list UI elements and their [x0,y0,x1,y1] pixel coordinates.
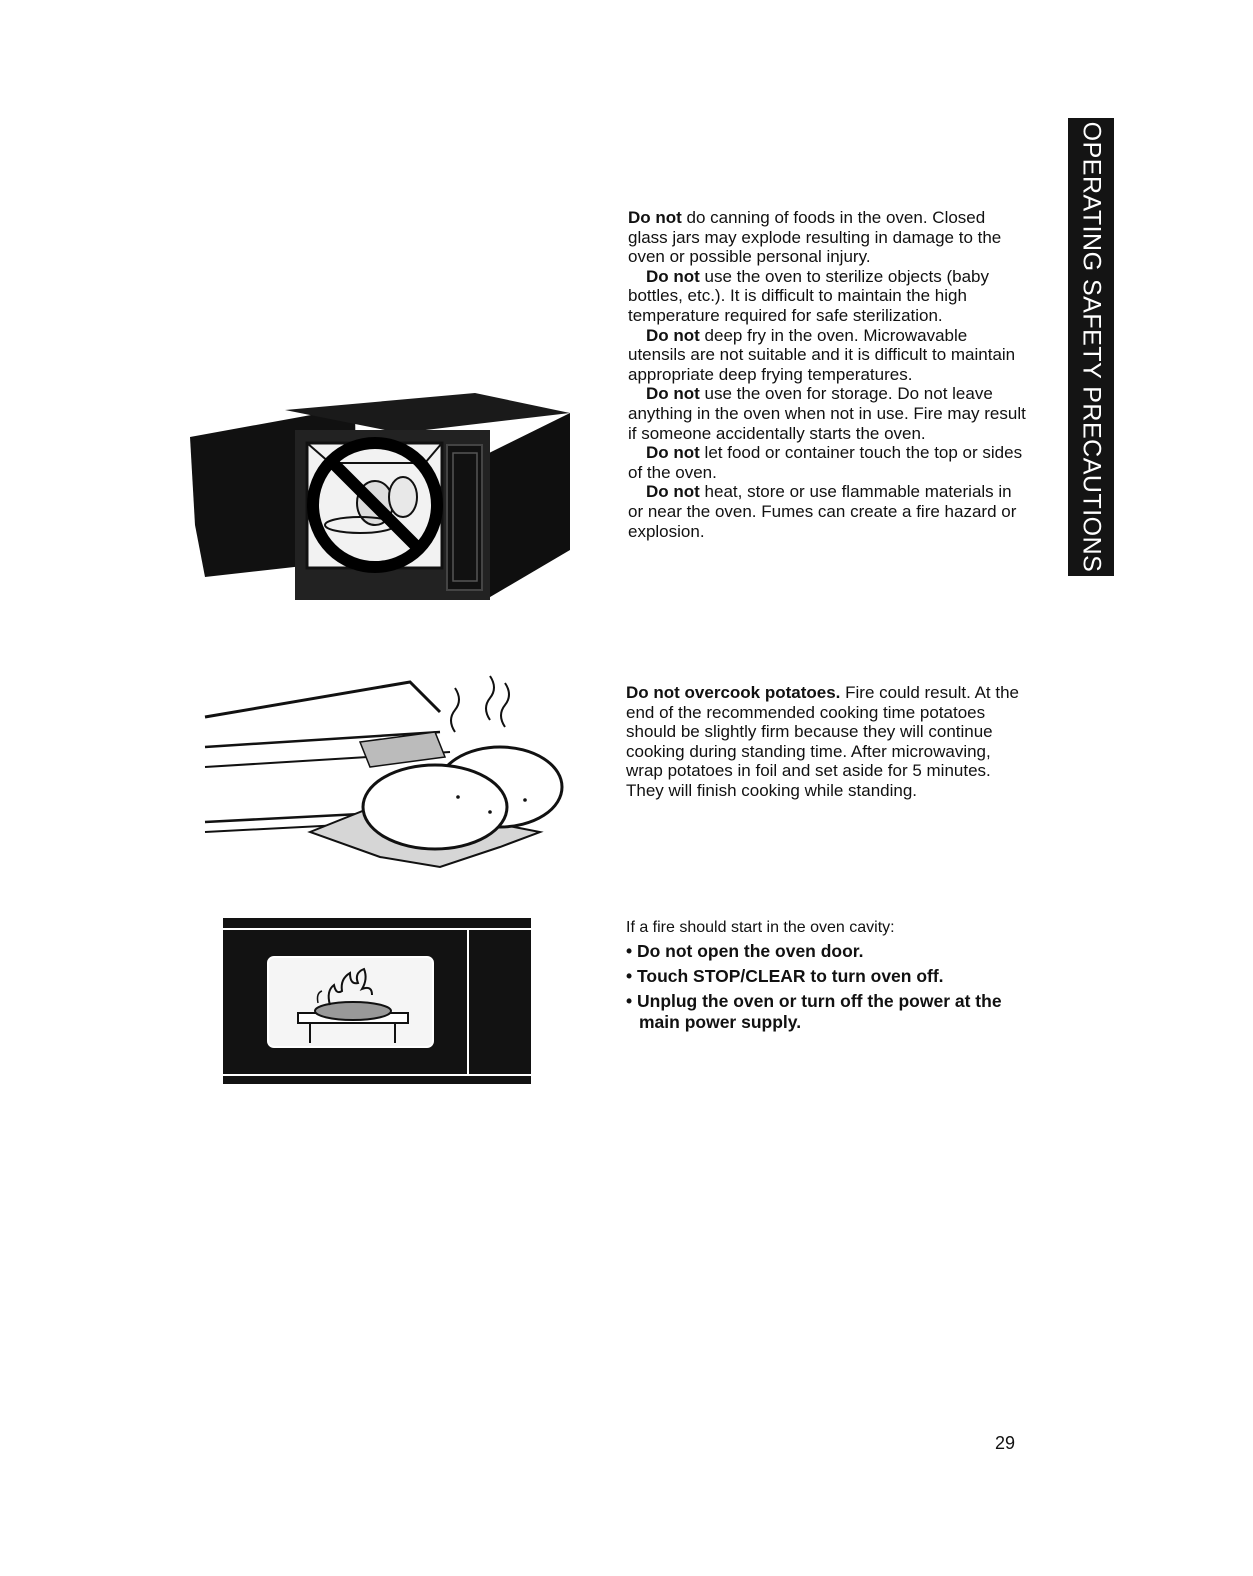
side-tab [1068,118,1114,576]
page-number: 29 [995,1433,1016,1453]
potatoes-illustration [200,672,570,887]
fire-steps-list [626,941,1026,1033]
side-tab-label: OPERATING SAFETY PRECAUTIONS [1077,121,1106,573]
paragraph: Do not use the oven for storage. Do not leave anything in the oven when not in use. Fire may result if someone accidentally starts the oven. [628,384,1026,443]
paragraph: Do not do canning of foods in the oven. Closed glass jars may explode resulting in damage to the oven or possible personal injury. [628,208,1002,267]
fire-intro: If a fire should start in the oven cavity: [626,919,895,936]
paragraph: Do not use the oven to sterilize objects (baby bottles, etc.). It is difficult to maintain the high temperature required for safe sterilization. [628,266,989,325]
oven-fire-illustration [220,915,535,1087]
paragraph: Do not overcook potatoes. Fire could result. At the end of the recommended cooking time potatoes should be slightly firm because they will continue cooking during standing time. After microwaving, wrap potatoes in foil and set aside for 5 minutes. They will finish cooking while standing. [626,683,1020,800]
microwave-prohibited-illustration [185,385,575,610]
list-item: • Touch STOP/CLEAR to turn oven off. [626,966,944,986]
section-potatoes [626,683,1026,801]
paragraph: Do not deep fry in the oven. Microwavable utensils are not suitable and it is difficult to maintain appropriate deep frying temperatures. [628,325,1016,384]
section-precautions [628,208,1026,541]
paragraph: Do not let food or container touch the top or sides of the oven. [628,443,1023,482]
list-item: • Unplug the oven or turn off the power at the main power supply. [626,991,1002,1032]
section-fire [626,918,1026,1033]
list-item: • Do not open the oven door. [626,941,864,961]
paragraph: Do not heat, store or use flammable materials in or near the oven. Fumes can create a fire hazard or explosion. [628,482,1017,541]
